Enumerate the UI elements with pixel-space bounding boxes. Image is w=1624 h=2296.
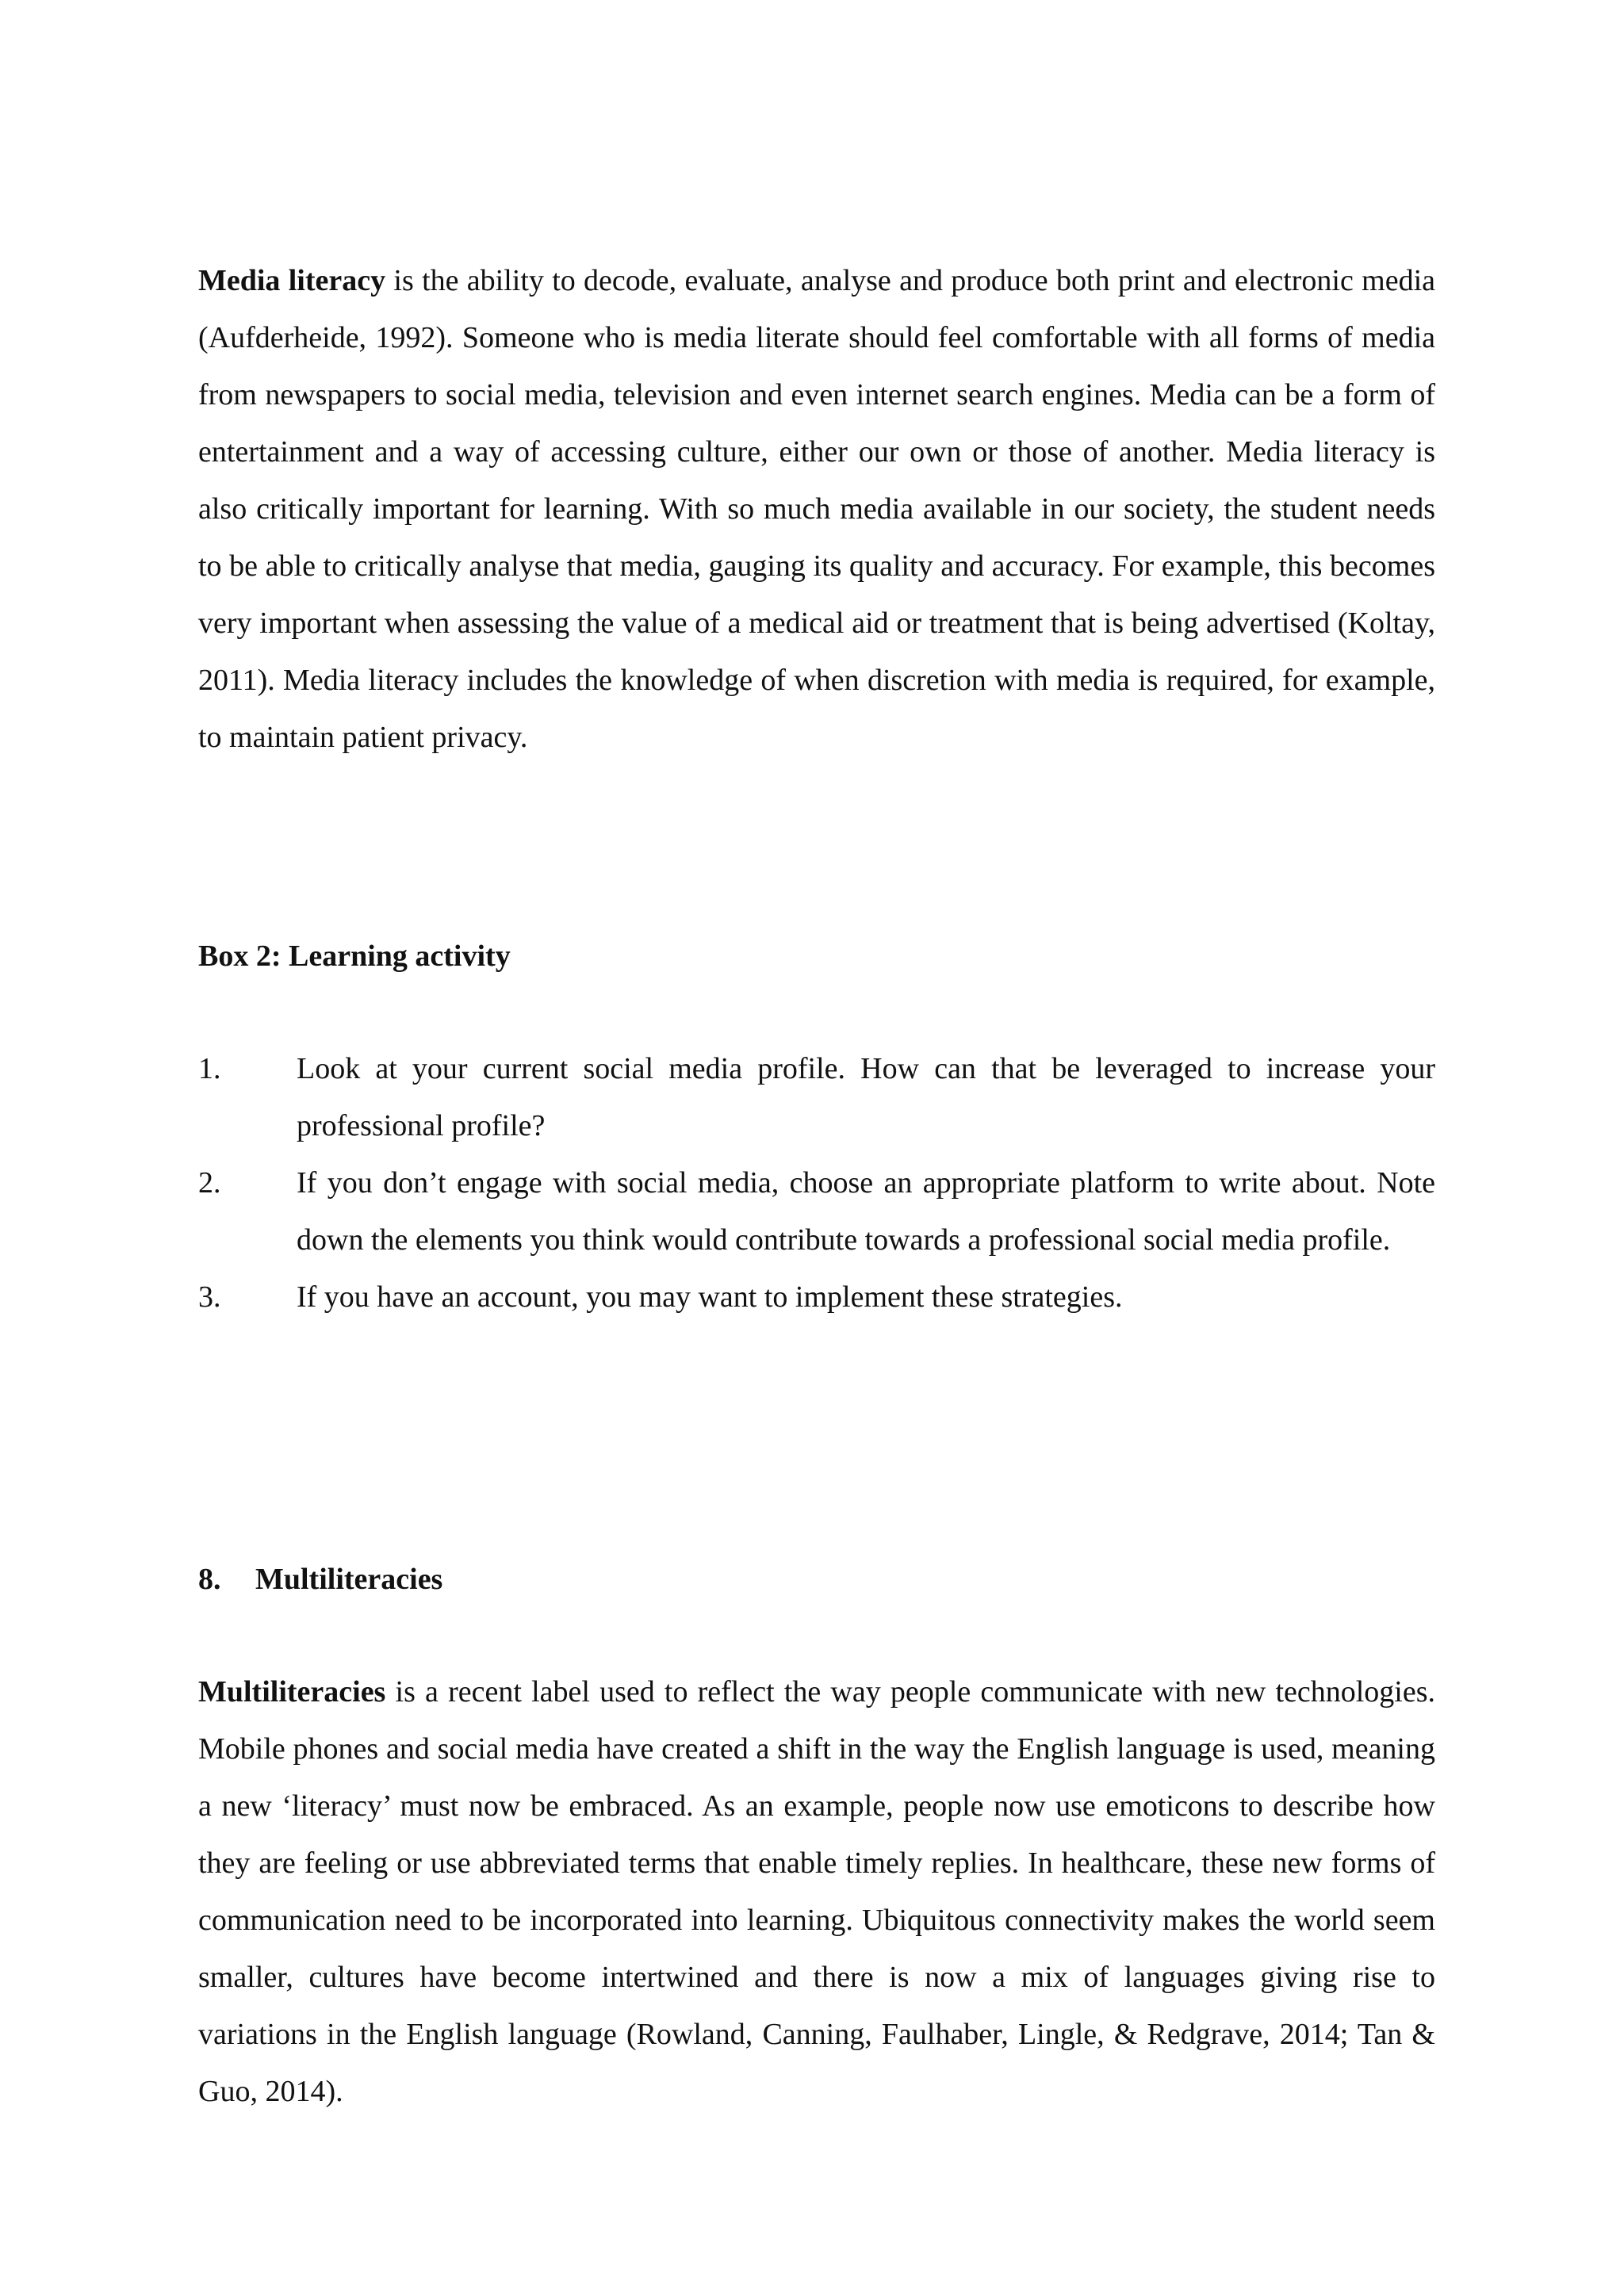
list-item-number: 3.: [198, 1280, 221, 1314]
multiliteracies-text: is a recent label used to reflect the way people communicate with new technologies. Mobile phones and social media have created a shift in the way the English language is used, meaning a new ‘literacy’ must now be embraced. As an example, people now use emoticons to describe how they are feeling or use abbreviated terms that enable timely replies. In healthcare, these new forms of communication need to be incorporated into learning. Ubiquitous connectivity makes the world seem smaller, cultures have become intertwined and there is now a mix of languages giving rise to variations in the English language (Rowland, Canning, Faulhaber, Lingle, & Redgrave, 2014; Tan & Guo, 2014).: [198, 1675, 1435, 2108]
multiliteracies-paragraph: [198, 1663, 1435, 2120]
box-title: Box 2: Learning activity: [198, 939, 511, 973]
media-literacy-paragraph: [198, 252, 1435, 766]
list-item-number: 2.: [198, 1166, 221, 1200]
media-literacy-text: is the ability to decode, evaluate, analyse and produce both print and electronic media (Aufderheide, 1992). Someone who is media literate should feel comfortable with all forms of media from newspapers to social media, television and even internet search engines. Media can be a form of entertainment and a way of accessing culture, either our own or those of another. Media literacy is also critically important for learning. With so much media available in our society, the student needs to be able to critically analyse that media, gauging its quality and accuracy. For example, this becomes very important when assessing the value of a medical aid or treatment that is being advertised (Koltay, 2011). Media literacy includes the knowledge of when discretion with media is required, for example, to maintain patient privacy.: [198, 264, 1436, 754]
list-item-text: If you have an account, you may want to implement these strategies.: [297, 1280, 1123, 1314]
learning-activity-list: [198, 1040, 1435, 1326]
section-number: 8.: [198, 1563, 221, 1596]
list-item-text: If you don’t engage with social media, choose an appropriate platform to write about. Note down the elements you think would contribute towards a professional social media profile.: [297, 1166, 1435, 1257]
section-title: Multiliteracies: [255, 1563, 443, 1596]
multiliteracies-term: Multiliteracies: [198, 1675, 386, 1709]
list-item: [198, 1154, 1435, 1269]
list-item: [198, 1040, 1435, 1154]
media-literacy-term: Media literacy: [198, 264, 386, 297]
list-item-text: Look at your current social media profile. How can that be leveraged to increase your professional profile?: [297, 1052, 1435, 1142]
list-item-number: 1.: [198, 1052, 221, 1085]
section-heading: [198, 1551, 442, 1608]
media-literacy-section: [198, 252, 1435, 766]
list-item: [198, 1269, 1435, 1326]
